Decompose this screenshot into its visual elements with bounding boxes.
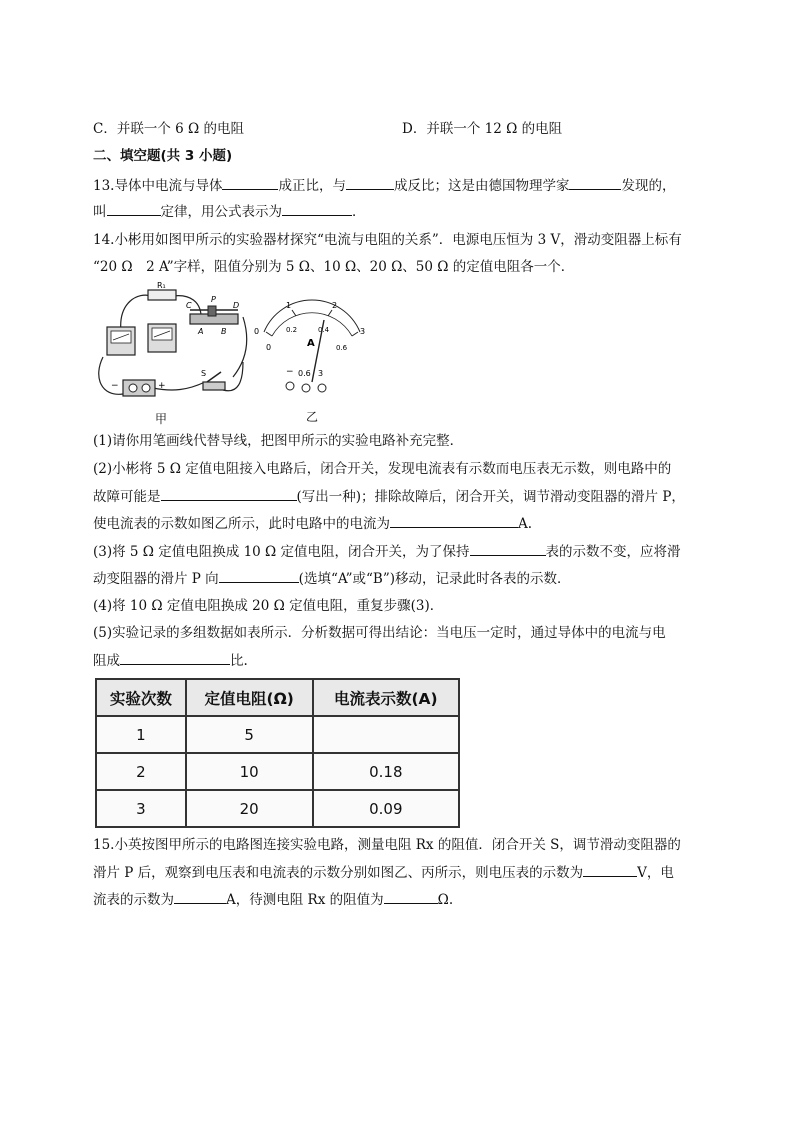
label-a: A — [198, 327, 204, 336]
scale-0-bottom: 0 — [266, 343, 272, 352]
option-c: C．并联一个 6 Ω 的电阻 — [93, 121, 244, 137]
circuit-diagram — [93, 282, 253, 427]
q15-blank-current[interactable] — [174, 889, 226, 904]
label-plus: + — [158, 381, 166, 391]
q14-blank-fault[interactable] — [161, 486, 297, 501]
scale-3: 3 — [360, 327, 366, 336]
table-header: 实验次数 — [96, 679, 186, 716]
table-cell — [313, 716, 459, 753]
terminal-0-6: 0.6 — [298, 369, 311, 378]
fig-jia-label: 甲 — [155, 412, 168, 426]
label-r1: R₁ — [157, 282, 166, 290]
data-table — [95, 678, 460, 828]
figure-jia — [93, 282, 253, 427]
q14-s2-text-b: (写出一种)；排除故障后，闭合开关，调节滑动变阻器的滑片 P， — [296, 489, 685, 505]
q13-line2 — [93, 201, 366, 222]
q14-s3-line1 — [93, 541, 681, 562]
fig-yi-label: 乙 — [306, 410, 319, 424]
q14-s2-text-c: 使电流表的示数如图乙所示，此时电路中的电流为 — [93, 516, 390, 532]
table-cell: 0.18 — [313, 753, 459, 790]
scale-0-2: 0.2 — [286, 326, 298, 334]
q13-text-3: 成反比；这是由德国物理学家 — [393, 178, 570, 194]
section-title: 二、填空题(共 3 小题) — [93, 148, 233, 164]
q13-blank-1[interactable] — [222, 175, 278, 190]
q14-s5-text-a: 阻成 — [93, 653, 120, 669]
q14-s2-text-a: 故障可能是 — [93, 489, 161, 505]
terminal-3: 3 — [318, 369, 324, 378]
q14-s3-text-c: 动变阻器的滑片 P 向 — [93, 571, 219, 587]
table-cell: 0.09 — [313, 790, 459, 827]
q15-blank-resistance[interactable] — [384, 889, 438, 904]
label-c: C — [186, 301, 192, 310]
label-d: D — [233, 301, 240, 310]
q14-s3-text-d: (选填“A”或“B”)移动，记录此时各表的示数． — [298, 571, 571, 587]
q15-text-c: 流表的示数为 — [93, 892, 174, 908]
ammeter-dial — [252, 294, 372, 409]
q14-blank-meter[interactable] — [470, 541, 546, 556]
label-s: S — [201, 369, 207, 378]
table-row — [96, 716, 459, 753]
q13-blank-3[interactable] — [569, 175, 621, 190]
q13-text-6: 定律，用公式表示为 — [160, 204, 282, 220]
q14-s5-line2 — [93, 650, 248, 671]
scale-0-6: 0.6 — [336, 344, 348, 352]
q13-text-7: ． — [352, 204, 366, 220]
terminal-minus: − — [286, 367, 294, 377]
scale-1: 1 — [286, 301, 292, 310]
q14-s3-line2 — [93, 568, 571, 589]
q14-s1: (1)请你用笔画线代替导线，把图甲所示的实验电路补充完整． — [93, 433, 464, 449]
q13-text-5: 叫 — [93, 204, 107, 220]
q15-line3 — [93, 889, 453, 910]
q14-s3-text-a: (3)将 5 Ω 定值电阻换成 10 Ω 定值电阻，闭合开关，为了保持 — [93, 544, 470, 560]
q13-text-2: 成正比，与 — [278, 178, 346, 194]
q15-text-a: 滑片 P 后，观察到电压表和电流表的示数分别如图乙、丙所示，则电压表的示数为 — [93, 865, 584, 881]
label-minus: − — [111, 381, 119, 391]
table-header: 电流表示数(A) — [313, 679, 459, 716]
table-row — [96, 790, 459, 827]
table-cell: 20 — [186, 790, 313, 827]
table-cell: 3 — [96, 790, 186, 827]
q14-s2-text-d: A. — [518, 516, 533, 532]
q15-line2 — [93, 862, 674, 883]
q15-text-b: V，电 — [637, 865, 674, 881]
label-p: P — [211, 295, 216, 304]
figure-yi — [252, 294, 372, 427]
table-cell: 1 — [96, 716, 186, 753]
q14-s5-line1: (5)实验记录的多组数据如表所示．分析数据可得出结论：当电压一定时，通过导体中的电流与电 — [93, 625, 666, 641]
q14-s4: (4)将 10 Ω 定值电阻换成 20 Ω 定值电阻，重复步骤(3)． — [93, 598, 444, 614]
q13-blank-2[interactable] — [346, 175, 394, 190]
q14-s2-line1: (2)小彬将 5 Ω 定值电阻接入电路后，闭合开关，发现电流表有示数而电压表无示数，则电路中的 — [93, 461, 672, 477]
table-header-row — [96, 679, 459, 716]
q15-text-d: A，待测电阻 Rx 的阻值为 — [226, 892, 384, 908]
q15-blank-voltage[interactable] — [583, 862, 637, 877]
table-header: 定值电阻(Ω) — [186, 679, 313, 716]
q14-line2: “20 Ω 2 A”字样，阻值分别为 5 Ω、10 Ω、20 Ω、50 Ω 的定值电阻各一个． — [93, 259, 575, 275]
q13-line1 — [93, 175, 675, 196]
label-b: B — [221, 327, 227, 336]
q15-text-e: Ω. — [437, 892, 454, 908]
scale-0-4: 0.4 — [318, 326, 330, 334]
q13-blank-4[interactable] — [107, 201, 161, 216]
q13-text-1: 13.导体中电流与导体 — [93, 178, 223, 194]
q14-s3-text-b: 表的示数不变，应将滑 — [545, 544, 681, 560]
q14-blank-direction[interactable] — [219, 568, 299, 583]
q13-text-4: 发现的， — [621, 178, 676, 194]
q14-s2-line2 — [93, 486, 685, 507]
option-d: D．并联一个 12 Ω 的电阻 — [402, 121, 563, 137]
table-cell: 2 — [96, 753, 186, 790]
q14-blank-ratio[interactable] — [120, 650, 230, 665]
q14-line1: 14.小彬用如图甲所示的实验器材探究“电流与电阻的关系”．电源电压恒为 3 V，滑动变阻器上标有 — [93, 232, 682, 248]
scale-2: 2 — [332, 301, 338, 310]
table-cell: 10 — [186, 753, 313, 790]
table-cell: 5 — [186, 716, 313, 753]
q15-line1: 15.小英按图甲所示的电路图连接实验电路，测量电阻 Rx 的阻值．闭合开关 S，调节滑动变阻器的 — [93, 837, 681, 853]
q14-s5-text-b: 比. — [230, 653, 248, 669]
table-row — [96, 753, 459, 790]
q14-blank-current[interactable] — [390, 513, 518, 528]
scale-0-top: 0 — [254, 327, 260, 336]
q14-s2-line3 — [93, 513, 532, 534]
q13-blank-5[interactable] — [282, 201, 352, 216]
meter-unit: A — [307, 338, 315, 349]
